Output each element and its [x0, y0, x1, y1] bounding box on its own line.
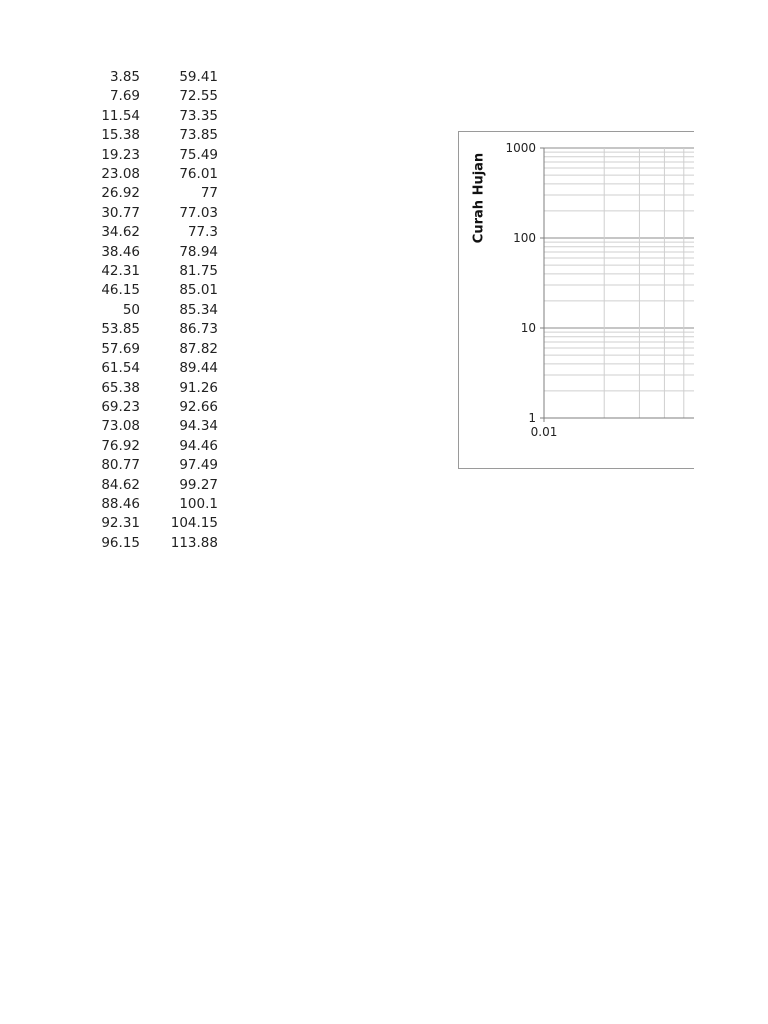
table-cell-col2: 77.3	[187, 224, 218, 241]
table-row	[60, 417, 218, 436]
table-row	[60, 301, 218, 320]
table-cell-col2: 81.75	[179, 263, 218, 280]
table-row	[60, 379, 218, 398]
table-row	[60, 262, 218, 281]
table-row	[60, 320, 218, 339]
table-row	[60, 204, 218, 223]
table-cell-col1: 96.15	[101, 534, 140, 551]
y-tick-label: 1	[528, 411, 536, 425]
table-cell-col2: 72.55	[179, 88, 218, 105]
x-tick-label: 0.01	[530, 425, 558, 439]
table-row	[60, 476, 218, 495]
chart-plot	[459, 132, 694, 469]
table-cell-col2: 104.15	[170, 515, 218, 532]
table-cell-col2: 92.66	[179, 398, 218, 415]
table-cell-col2: 100.1	[179, 495, 218, 512]
y-tick-label: 10	[520, 321, 536, 335]
table-cell-col1: 84.62	[101, 476, 140, 493]
table-row	[60, 184, 218, 203]
table-row	[60, 87, 218, 106]
table-cell-col1: 26.92	[101, 185, 140, 202]
table-row	[60, 534, 218, 553]
table-cell-col2: 76.01	[179, 166, 218, 183]
table-cell-col1: 92.31	[101, 515, 140, 532]
table-cell-col2: 85.01	[179, 282, 218, 299]
table-cell-col2: 75.49	[179, 146, 218, 163]
y-tick-label: 1000	[505, 141, 536, 155]
table-body	[60, 68, 218, 553]
table-row	[60, 146, 218, 165]
table-cell-col1: 53.85	[101, 321, 140, 338]
table-cell-col2: 78.94	[179, 243, 218, 260]
table-cell-col1: 42.31	[101, 263, 140, 280]
table-cell-col1: 76.92	[101, 437, 140, 454]
table-cell-col2: 77.03	[179, 204, 218, 221]
table-cell-col2: 97.49	[179, 457, 218, 474]
table-cell-col1: 69.23	[101, 398, 140, 415]
table-cell-col2: 85.34	[179, 301, 218, 318]
table-cell-col2: 87.82	[179, 340, 218, 357]
table-cell-col1: 23.08	[101, 166, 140, 183]
table-row	[60, 340, 218, 359]
table-cell-col1: 88.46	[101, 495, 140, 512]
data-table	[60, 68, 218, 553]
table-cell-col2: 94.46	[179, 437, 218, 454]
table-cell-col2: 86.73	[179, 321, 218, 338]
table-row	[60, 495, 218, 514]
table-cell-col1: 57.69	[101, 340, 140, 357]
table-cell-col2: 73.35	[179, 107, 218, 124]
table-cell-col1: 46.15	[101, 282, 140, 299]
table-row	[60, 359, 218, 378]
table-cell-col2: 73.85	[179, 127, 218, 144]
table-row	[60, 281, 218, 300]
table-cell-col1: 80.77	[101, 457, 140, 474]
table-cell-col1: 34.62	[101, 224, 140, 241]
table-cell-col1: 11.54	[101, 107, 140, 124]
table-cell-col1: 50	[122, 301, 140, 318]
table-cell-col2: 113.88	[170, 534, 218, 551]
table-row	[60, 243, 218, 262]
table-cell-col2: 77	[200, 185, 218, 202]
table-cell-col2: 94.34	[179, 418, 218, 435]
table-row	[60, 223, 218, 242]
table-row	[60, 68, 218, 87]
table-row	[60, 398, 218, 417]
table-cell-col1: 3.85	[109, 69, 140, 85]
table-cell-col2: 91.26	[179, 379, 218, 396]
table-cell-col1: 30.77	[101, 204, 140, 221]
table-cell-col1: 19.23	[101, 146, 140, 163]
table-row	[60, 514, 218, 533]
table-row	[60, 437, 218, 456]
y-tick-label: 100	[513, 231, 536, 245]
table-cell-col1: 73.08	[101, 418, 140, 435]
table-row	[60, 456, 218, 475]
table-cell-col1: 61.54	[101, 360, 140, 377]
table-cell-col1: 65.38	[101, 379, 140, 396]
table-cell-col1: 15.38	[101, 127, 140, 144]
table-cell-col2: 59.41	[179, 69, 218, 85]
table-cell-col2: 99.27	[179, 476, 218, 493]
table-row	[60, 126, 218, 145]
table-cell-col1: 7.69	[109, 88, 140, 105]
table-row	[60, 107, 218, 126]
y-axis-label: Curah Hujan	[471, 152, 487, 244]
table-cell-col1: 38.46	[101, 243, 140, 260]
table-row	[60, 165, 218, 184]
chart-frame	[458, 131, 694, 469]
table-cell-col2: 89.44	[179, 360, 218, 377]
